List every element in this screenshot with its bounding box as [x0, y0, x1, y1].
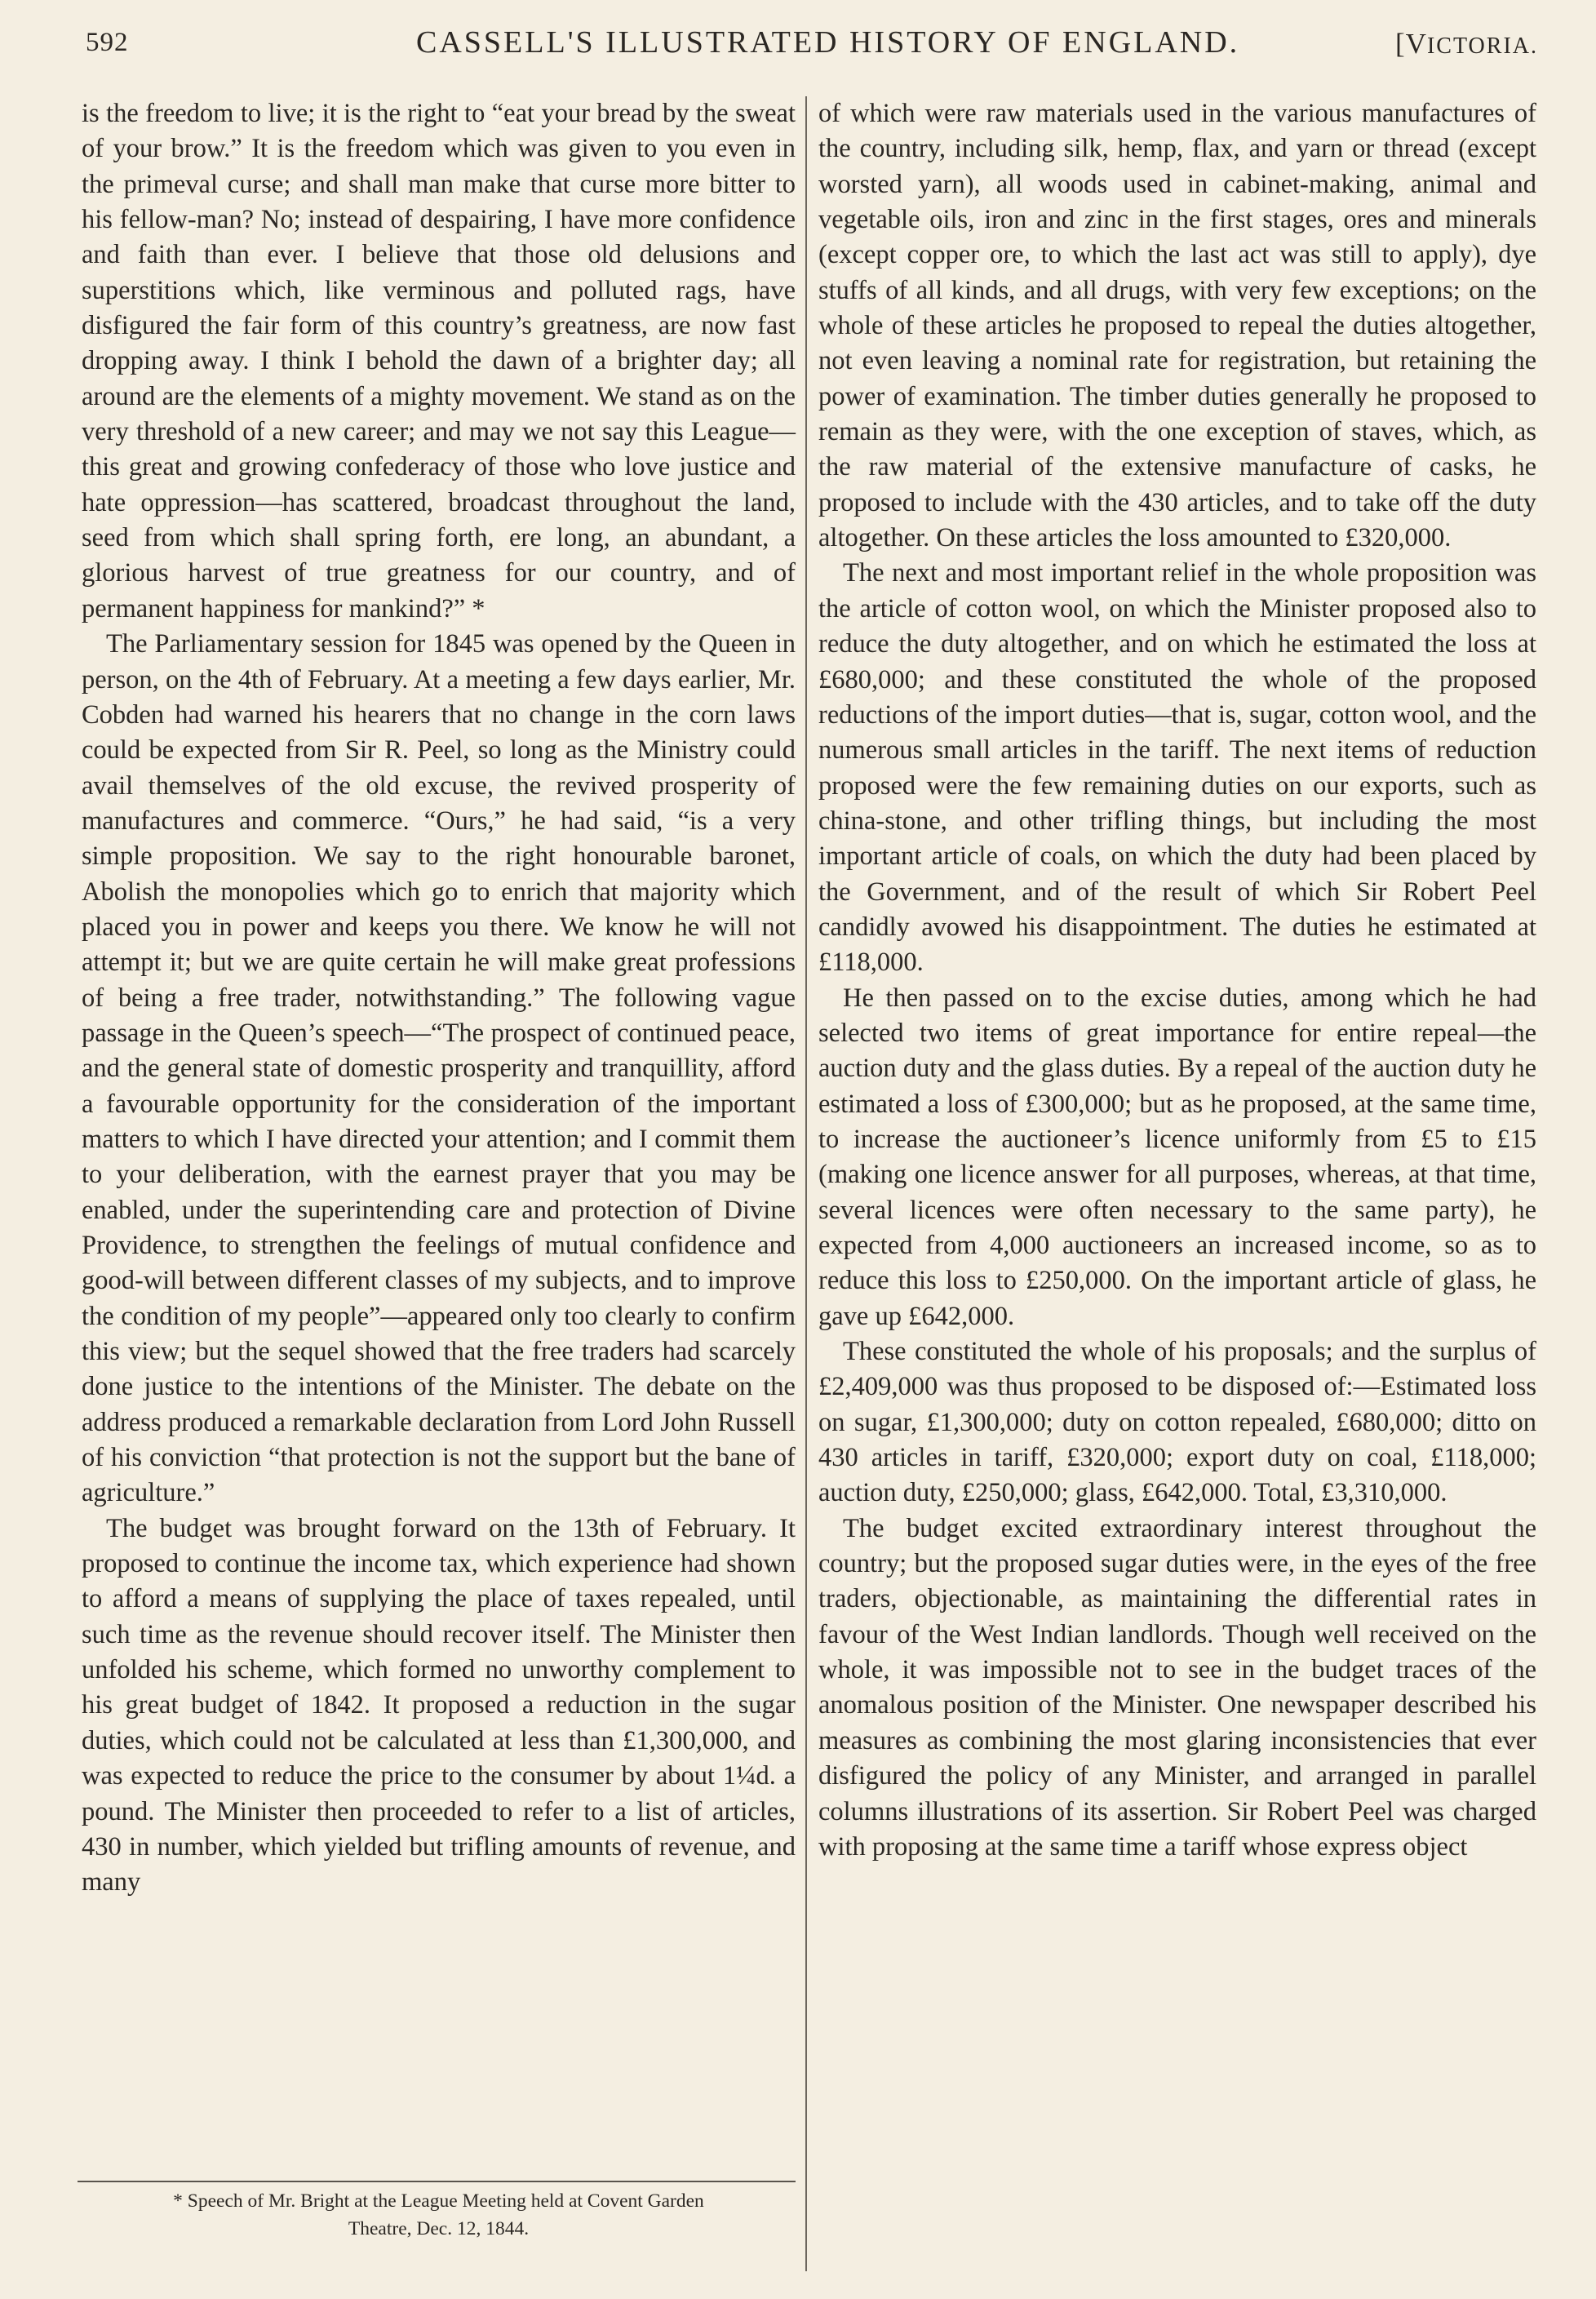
paragraph: The budget excited extraordinary interest throughout the country; but the proposed sugar duties were, in the eyes of the free traders, objectionable, as maintaining the differential rates in favour of the West Indian landlords. Though well received on the whole, it was impossible not to see in the budget traces of the anomalous position of the Minister. One newspaper described his measures as combining the most glaring inconsistencies that ever disfigured the policy of any Minister, and arranged in parallel columns illustrations of its assertion. Sir Robert Peel was charged with proposing at the same time a tariff whose express object	[818, 1513, 1536, 1862]
footnote-line: * Speech of Mr. Bright at the League Meeting held at Covent Garden	[173, 2190, 704, 2212]
paragraph: The Parliamentary session for 1845 was opened by the Queen in person, on the 4th of February. At a meeting a few days earlier, Mr. Cobden had warned his hearers that no change in the corn laws could be expected from Sir R. Peel, so long as the Ministry could avail themselves of the old excuse, the revived prosperity of manufactures and commerce. “Ours,” he had said, “is a very simple proposition. We say to the right honourable baronet, Abolish the monopolies which go to enrich that majority which placed you in power and keeps you there. We know he will not attempt it; but we are quite certain he will make great professions of being a free trader, notwithstanding.” The following vague passage in the Queen’s speech—“The prospect of continued peace, and the general state of domestic prosperity and tranquillity, afford a favourable opportunity for the consideration of the important matters to which I have directed your attention; and I commit them to your deliberation, with the earnest prayer that you may be enabled, under the superintending care and protection of Divine Providence, to strengthen the feelings of mutual confidence and good-will between different classes of my subjects, and to improve the condition of my people”—appeared only too clearly to confirm this view; but the sequel showed that the free traders had scarcely done justice to the intentions of the Minister. The debate on the address produced a remarkable declaration from Lord John Russell of his conviction “that protection is not the support but the bane of agriculture.”	[82, 629, 796, 1508]
paragraph: of which were raw materials used in the various manufactures of the country, including silk, hemp, flax, and yarn or thread (except worsted yarn), all woods used in cabinet-making, animal and vegetable oils, iron and zinc in the first stages, ores and minerals (except copper ore, to which the last act was still to apply), dye stuffs of all kinds, and all drugs, with very few exceptions; on the whole of these articles he proposed to repeal the duties altogether, not even leaving a nominal rate for registration, but retaining the power of examination. The timber duties generally he proposed to remain as they were, with the one exception of staves, which, as the raw material of the extensive manufacture of casks, he proposed to include with the 430 articles, and to take off the duty altogether. On these articles the loss amounted to £320,000.	[818, 99, 1536, 553]
section-rest: ICTORIA.	[1426, 33, 1538, 59]
right-column	[818, 96, 1536, 1865]
page-header	[86, 24, 1538, 73]
running-title: CASSELL'S ILLUSTRATED HISTORY OF ENGLAND.	[416, 25, 1240, 60]
left-column	[82, 96, 796, 1901]
page-number: 592	[86, 28, 129, 57]
footnote-divider	[78, 2181, 796, 2182]
footnote	[82, 2187, 796, 2243]
section-mark	[1395, 28, 1538, 60]
section-initial: V	[1405, 28, 1427, 60]
paragraph: He then passed on to the excise duties, among which he had selected two items of great importance for entire repeal—the auction duty and the glass duties. By a repeal of the auction duty he estimated a loss of £300,000; but as he proposed, at the same time, to increase the auctioneer’s licence uniformly from £5 to £15 (making one licence answer for all purposes, whereas, at that time, several licences were often necessary to the same party), he expected from 4,000 auctioneers an increased income, so as to reduce this loss to £250,000. On the important article of glass, he gave up £642,000.	[818, 983, 1536, 1331]
section-bracket: [	[1395, 28, 1406, 60]
footnote-line: Theatre, Dec. 12, 1844.	[348, 2218, 530, 2239]
paragraph: is the freedom to live; it is the right to “eat your bread by the sweat of your brow.” It is the freedom which was given to you even in the primeval curse; and shall man make that curse more bitter to his fellow-man? No; instead of despairing, I have more confidence and faith than ever. I believe that those old delusions and superstitions which, like verminous and polluted rags, have disfigured the fair form of this country’s greatness, are now fast dropping away. I think I behold the dawn of a brighter day; all around are the elements of a mighty movement. We stand as on the very threshold of a new career; and may we not say this League—this great and growing confederacy of those who love justice and hate oppression—has scattered, broadcast throughout the land, seed from which shall spring forth, ere long, an abundant, a glorious harvest of true greatness for our country, and of permanent happiness for mankind?” *	[82, 99, 796, 624]
paragraph: These constituted the whole of his proposals; and the surplus of £2,409,000 was thus proposed to be disposed of:—Estimated loss on sugar, £1,300,000; duty on cotton repealed, £680,000; ditto on 430 articles in tariff, £320,000; export duty on coal, £118,000; auction duty, £250,000; glass, £642,000. Total, £3,310,000.	[818, 1337, 1536, 1508]
column-divider	[805, 96, 807, 2271]
paragraph: The next and most important relief in the whole proposition was the article of cotton wool, on which the Minister proposed also to reduce the duty altogether, and on which he estimated the loss at £680,000; and these constituted the whole of the proposed reductions of the import duties—that is, sugar, cotton wool, and the numerous small articles in the tariff. The next items of reduction proposed were the few remaining duties on our exports, such as china-stone, and other trifling things, but including the most important article of coals, on which the duty had been placed by the Government, and of the result of which Sir Robert Peel candidly avowed his disappointment. The duties he estimated at £118,000.	[818, 558, 1536, 978]
paragraph: The budget was brought forward on the 13th of February. It proposed to continue the income tax, which experience had shown to afford a means of supplying the place of taxes repealed, until such time as the revenue should recover itself. The Minister then unfolded his scheme, which formed no unworthy complement to his great budget of 1842. It proposed a reduction in the sugar duties, which could not be calculated at less than £1,300,000, and was expected to reduce the price to the consumer by about 1¼d. a pound. The Minister then proceeded to refer to a list of articles, 430 in number, which yielded but trifling amounts of revenue, and many	[82, 1513, 796, 1897]
